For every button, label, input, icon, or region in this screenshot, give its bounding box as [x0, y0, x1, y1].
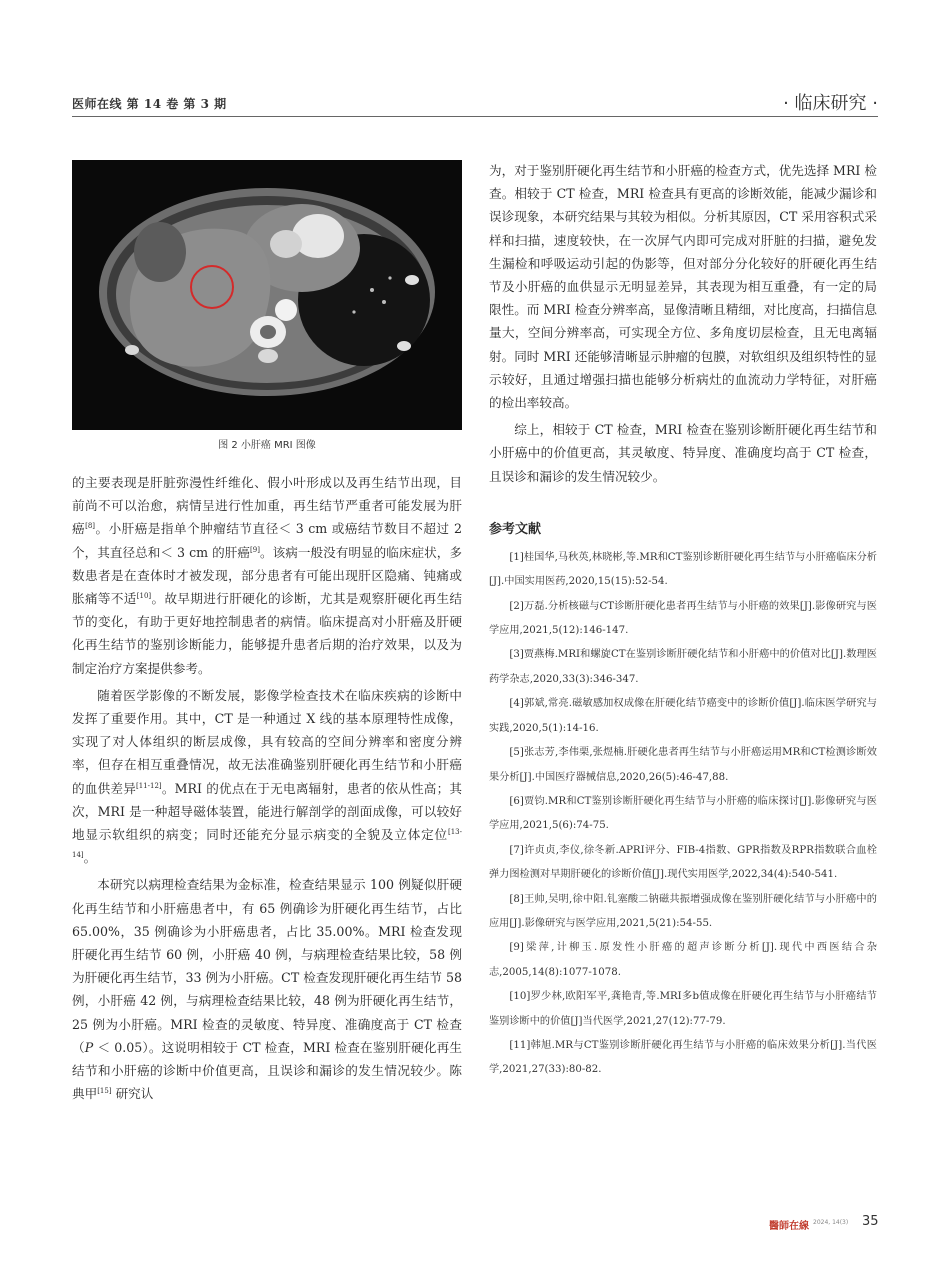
reference-item: [2]万磊.分析核磁与CT诊断肝硬化患者再生结节与小肝癌的效果[J].影像研究与医学应用,2021,5(12):146-147.	[489, 600, 877, 637]
mri-image	[72, 160, 462, 430]
text-run: 。故早期进行肝硬化的诊断，尤其是观察肝硬化再生结节的变化，有助于更好地控制患者的病情。临床提高对小肝癌及肝硬化再生结节的鉴别诊断能力，能够提升患者后期的治疗效果，以及为制定治疗方案提供参考。	[72, 591, 463, 676]
paragraph	[72, 471, 462, 680]
footer-brand-logo: 醫師在線	[769, 1221, 809, 1232]
text-run: 的主要表现是肝脏弥漫性纤维化、假小叶形成以及再生结节出现，目前尚不可以治愈，病情呈进行性加重，再生结节严重者可能发展为肝癌	[72, 475, 462, 537]
p-value-symbol: P	[84, 1039, 94, 1055]
reference-item: [10]罗少林,欧阳军平,龚艳青,等.MRI多b值成像在肝硬化再生结节与小肝癌结节鉴别诊断中的价值[J]当代医学,2021,27(12):77-79.	[489, 991, 877, 1027]
citation[interactable]: [13-14]	[72, 828, 462, 860]
reference-item: [3]贾燕梅.MRI和螺旋CT在鉴别诊断肝硬化结节和小肝癌中的价值对比[J].数理医药学杂志,2020,33(3):346-347.	[489, 649, 877, 685]
reference-item: [8]王帅,吴明,徐中阳.钆塞酸二钠磁共振增强成像在鉴别肝硬化结节与小肝癌中的应用[J].影像研究与医学应用,2021,5(21):54-55.	[489, 893, 877, 929]
header-divider	[72, 116, 878, 117]
text-run: 随着医学影像的不断发展，影像学检查技术在临床疾病的诊断中发挥了重要作用。其中，CT 是一种通过 X 线的基本原理特性成像，实现了对人体组织的断层成像，具有较高的空间分辨率和密度分辨率，但存在相互重叠情况，故无法准确鉴别肝硬化再生结节和小肝癌的血供差异	[72, 687, 462, 796]
reference-item: [5]张志芳,李伟栗,张煜楠.肝硬化患者再生结节与小肝癌运用MR和CT检测诊断效果分析[J].中国医疗器械信息,2020,26(5):46-47,88.	[489, 747, 877, 783]
text-run: 。小肝癌是指单个肿瘤结节直径＜ 3 cm 或癌结节数目不超过 2 个，其直径总和＜ 3 cm 的肝癌	[72, 521, 462, 560]
journal-header: 医师在线 第 14 卷 第 3 期	[72, 97, 227, 111]
paragraph: 为，对于鉴别肝硬化再生结节和小肝癌的检查方式，优先选择 MRI 检查。相较于 CT 检查，MRI 检查具有更高的诊断效能，能减少漏诊和误诊现象，本研究结果与其较为相似。分析其原因，CT 采用容积式采样和扫描，速度较快，在一次屏气内即可完成对肝脏的扫描，避免发生漏检和呼吸运动引起的伪影等，但对部分分化较好的肝硬化再生结节及小肝癌的血供显示无明显差异，其表现为相互重叠，有一定的局限性。而 MRI 检查分辨率高，显像清晰且精细，对比度高，扫描信息量大，空间分辨率高，可实现全方位、多角度切层检查，且无电离辐射。同时 MRI 还能够清晰显示肿瘤的包膜，对软组织及组织特性的显示较好，且通过增强扫描也能够分析病灶的血流动力学特征，对肝癌的检出率较高。	[489, 163, 877, 411]
reference-item: [6]贾钧.MR和CT鉴别诊断肝硬化再生结节与小肝癌的临床探讨[J].影像研究与医学应用,2021,5(6):74-75.	[489, 795, 877, 832]
text-run: 。MRI 的优点在于无电离辐射，患者的依从性高；其次，MRI 是一种超导磁体装置，能进行解剖学的剖面成像，可以较好地显示软组织的病变；同时还能充分显示病变的全貌及立体定位	[72, 780, 462, 843]
citation[interactable]: [8]	[85, 522, 96, 531]
reference-item: [7]许贞贞,李仪,徐冬新.APRI评分、FIB-4指数、GPR指数及RPR指数联合血栓弹力图检测对早期肝硬化的诊断价值[J].现代实用医学,2022,34(4):540-541.	[489, 844, 877, 881]
text-run: 。	[83, 850, 97, 866]
citation[interactable]: [11-12]	[136, 781, 162, 790]
page-number: 35	[862, 1214, 879, 1229]
citation[interactable]: [15]	[97, 1087, 112, 1096]
text-run: ＜ 0.05）。这说明相较于 CT 检查，MRI 检查在鉴别肝硬化再生结节和小肝癌的诊断中价值更高，且误诊和漏诊的发生情况较少。陈典甲	[72, 1039, 463, 1102]
reference-item: [4]郭斌,常亮.磁敏感加权成像在肝硬化结节癌变中的诊断价值[J].临床医学研究与实践,2020,5(1):14-16.	[489, 698, 877, 734]
text-run: 本研究以病理检查结果为金标准，检查结果显示 100 例疑似肝硬化再生结节和小肝癌患者中，有 65 例确诊为肝硬化再生结节，占比 65.00%，35 例确诊为小肝癌患者，占比 35.00%。MRI 检查发现肝硬化再生结节 60 例，小肝癌 40 例，与病理检查结果比较，58 例为肝硬化再生结节，33 例为小肝癌。CT 检查发现肝硬化再生结节 58 例，小肝癌 42 例，与病理检查结果比较，48 例为肝硬化再生结节，25 例为小肝癌。MRI 检查的灵敏度、特异度、准确度高于 CT 检查（	[72, 877, 462, 1055]
paragraph: 综上，相较于 CT 检查，MRI 检查在鉴别诊断肝硬化再生结节和小肝癌中的价值更高，其灵敏度、特异度、准确度均高于 CT 检查，且误诊和漏诊的发生情况较少。	[489, 422, 877, 484]
reference-item: [1]桂国华,马秋英,林晓彬,等.MR和CT鉴别诊断肝硬化再生结节与小肝癌临床分析[J].中国实用医药,2020,15(15):52-54.	[489, 551, 877, 588]
right-column	[489, 159, 877, 1083]
reference-item: [9]梁萍,计柳玉.原发性小肝癌的超声诊断分析[J].现代中西医结合杂志,2005,14(8):1077-1078.	[489, 942, 877, 978]
citation[interactable]: [9]	[250, 545, 260, 554]
reference-item: [11]韩旭.MR与CT鉴别诊断肝硬化再生结节与小肝癌的临床效果分析[J].当代医学,2021,27(33):80-82.	[489, 1039, 877, 1076]
references-title: 参考文献	[489, 521, 542, 537]
left-column	[72, 471, 462, 1105]
paragraph	[72, 873, 462, 1105]
figure-caption: 图 2 小肝癌 MRI 图像	[218, 440, 316, 451]
references-list	[489, 546, 877, 1083]
section-header: · 临床研究 ·	[783, 93, 878, 114]
text-run: 研究认	[111, 1086, 154, 1102]
paragraph	[72, 684, 462, 870]
footer-issue: 2024, 14(3)	[813, 1219, 849, 1226]
text-run: 。该病一般没有明显的临床症状，多数患者是在查体时才被发现，部分患者有可能出现肝区隐痛、钝痛或胀痛等不适	[72, 544, 462, 607]
citation[interactable]: [10]	[136, 592, 152, 601]
